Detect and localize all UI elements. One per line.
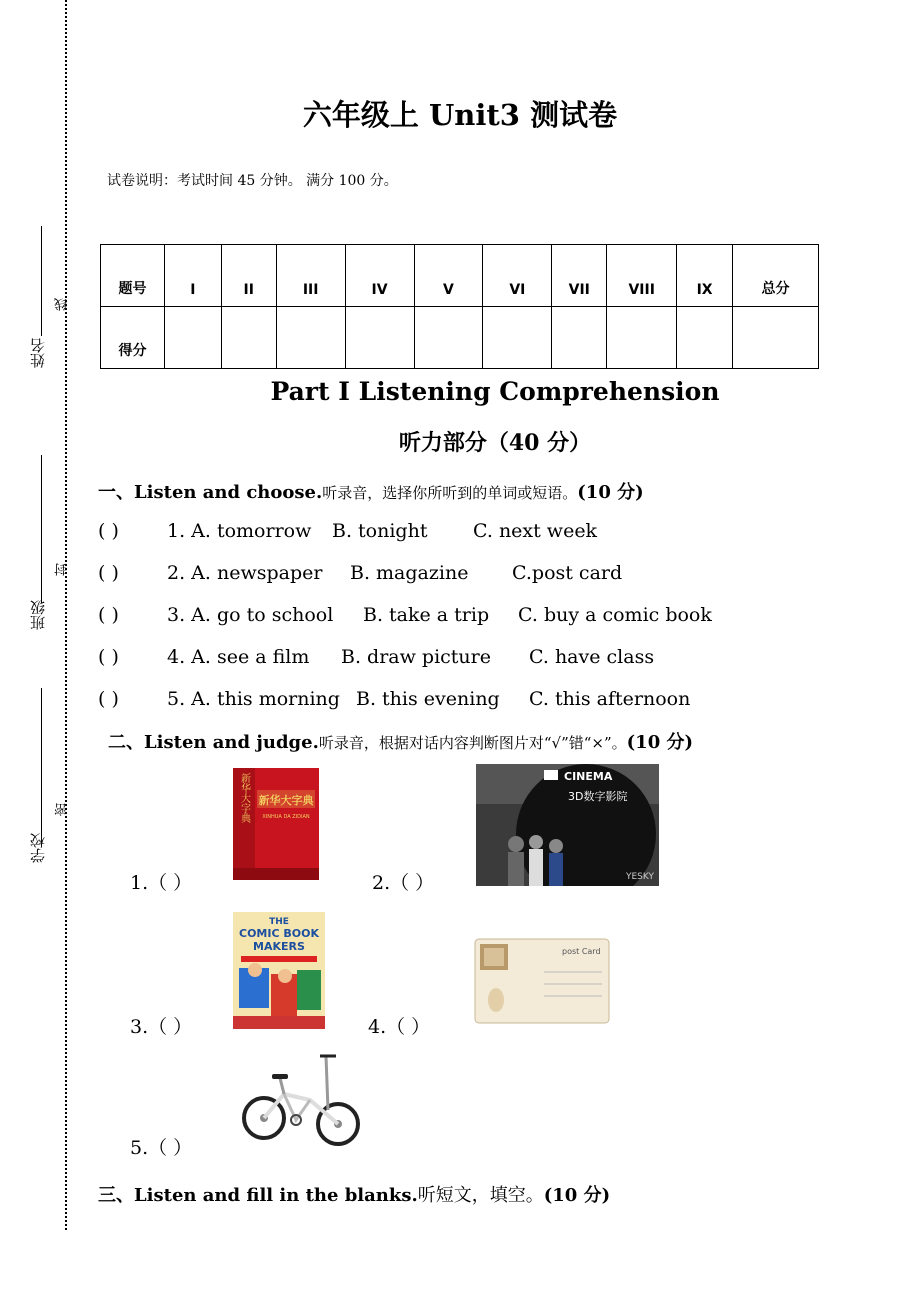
score-cell[interactable] — [733, 307, 819, 369]
option-b: B. draw picture — [341, 646, 491, 668]
dict-pinyin-text: XINHUA DA ZIDIAN — [262, 814, 310, 820]
option-c: C. this afternoon — [529, 688, 691, 710]
answer-paren[interactable]: ( ) — [98, 688, 119, 710]
answer-paren[interactable]: ( ) — [98, 520, 119, 542]
name-underline — [41, 226, 42, 336]
judge-item-5[interactable]: 5.（ ） — [130, 1137, 193, 1159]
option-b: B. take a trip — [363, 604, 490, 626]
header-cell: VII — [552, 245, 607, 307]
score-row-label: 得分 — [101, 307, 165, 369]
exam-note: 试卷说明：考试时间 45 分钟。 满分 100 分。 — [107, 173, 398, 189]
score-cell[interactable] — [221, 307, 276, 369]
section2-title: Listen and judge. — [144, 732, 319, 753]
score-cell[interactable] — [164, 307, 221, 369]
score-table — [100, 244, 819, 369]
binding-dotted-line — [65, 0, 67, 1230]
section2-prefix: 二、 — [108, 732, 144, 753]
option-a: 1. A. tomorrow — [167, 520, 312, 542]
section2-points: (10 分) — [626, 732, 694, 753]
cinema-sign-text: 3D数字影院 — [568, 790, 628, 803]
comic-book-image — [233, 912, 325, 1029]
dict-title-text: 新华大字典 — [258, 794, 314, 807]
option-a: 3. A. go to school — [167, 604, 334, 626]
section2-heading — [108, 728, 693, 754]
cinema-image — [476, 764, 659, 886]
part-title: Part I Listening Comprehension — [270, 377, 720, 406]
option-a: 4. A. see a film — [167, 646, 310, 668]
comic-title-3: MAKERS — [253, 940, 305, 953]
section3-heading — [98, 1181, 610, 1207]
section1-title: Listen and choose. — [134, 482, 323, 503]
score-cell[interactable] — [607, 307, 677, 369]
section1-prefix: 一、 — [98, 482, 134, 503]
score-cell[interactable] — [552, 307, 607, 369]
option-b: B. tonight — [332, 520, 428, 542]
option-a: 2. A. newspaper — [167, 562, 323, 584]
answer-paren[interactable]: ( ) — [98, 646, 119, 668]
score-cell[interactable] — [276, 307, 345, 369]
postcard-label: post Card — [562, 947, 601, 956]
option-c: C.post card — [512, 562, 623, 584]
option-b: B. magazine — [350, 562, 469, 584]
comic-title-2: COMIC BOOK — [239, 927, 319, 940]
name-label: 姓名 — [29, 338, 47, 368]
judge-item-2[interactable]: 2.（ ） — [372, 872, 435, 894]
judge-item-4[interactable]: 4.（ ） — [368, 1016, 431, 1038]
option-b: B. this evening — [356, 688, 500, 710]
cinema-watermark: YESKY — [626, 872, 654, 882]
score-cell[interactable] — [345, 307, 414, 369]
section2-instruction: 听录音，根据对话内容判断图片对“√”错“×”。 — [318, 734, 627, 752]
comic-title-1: THE — [269, 917, 289, 927]
section3-instruction: 听短文，填空。 — [417, 1185, 544, 1206]
header-cell: IX — [677, 245, 733, 307]
class-underline — [41, 455, 42, 603]
section1-instruction: 听录音，选择你所听到的单词或短语。 — [322, 484, 578, 502]
header-cell: III — [276, 245, 345, 307]
svg-text:新华大字典: 新华大字典 — [238, 773, 250, 823]
answer-paren[interactable]: ( ) — [98, 562, 119, 584]
section1-points: (10 分) — [577, 482, 644, 503]
option-c: C. buy a comic book — [518, 604, 712, 626]
answer-paren[interactable]: ( ) — [98, 604, 119, 626]
header-cell: V — [414, 245, 483, 307]
postcard-image — [474, 938, 610, 1024]
option-c: C. have class — [529, 646, 655, 668]
section3-title: Listen and fill in the blanks. — [134, 1185, 418, 1206]
option-c: C. next week — [473, 520, 598, 542]
secret-char: 密 — [55, 803, 70, 816]
class-label: 班级 — [29, 600, 47, 630]
section1-heading — [98, 478, 644, 504]
cinema-logo-text: CINEMA — [564, 770, 613, 783]
header-cell: 总分 — [733, 245, 819, 307]
header-cell: 题号 — [101, 245, 165, 307]
school-underline — [41, 688, 42, 836]
header-cell: I — [164, 245, 221, 307]
header-cell: II — [221, 245, 276, 307]
section3-prefix: 三、 — [98, 1185, 134, 1206]
header-cell: VIII — [607, 245, 677, 307]
page-title: 六年级上 Unit3 测试卷 — [302, 98, 618, 132]
line-char: 线 — [55, 298, 70, 311]
school-label: 学校 — [29, 833, 47, 863]
score-cell[interactable] — [677, 307, 733, 369]
bicycle-image — [240, 1050, 364, 1150]
part-subtitle: 听力部分（40 分） — [398, 430, 592, 456]
option-a: 5. A. this morning — [167, 688, 340, 710]
score-cell[interactable] — [483, 307, 552, 369]
seal-char: 封 — [55, 563, 70, 576]
header-cell: VI — [483, 245, 552, 307]
dictionary-image — [233, 768, 319, 880]
header-cell: IV — [345, 245, 414, 307]
score-cell[interactable] — [414, 307, 483, 369]
judge-item-3[interactable]: 3.（ ） — [130, 1016, 193, 1038]
judge-item-1[interactable]: 1.（ ） — [130, 872, 193, 894]
section3-points: (10 分) — [543, 1185, 611, 1206]
